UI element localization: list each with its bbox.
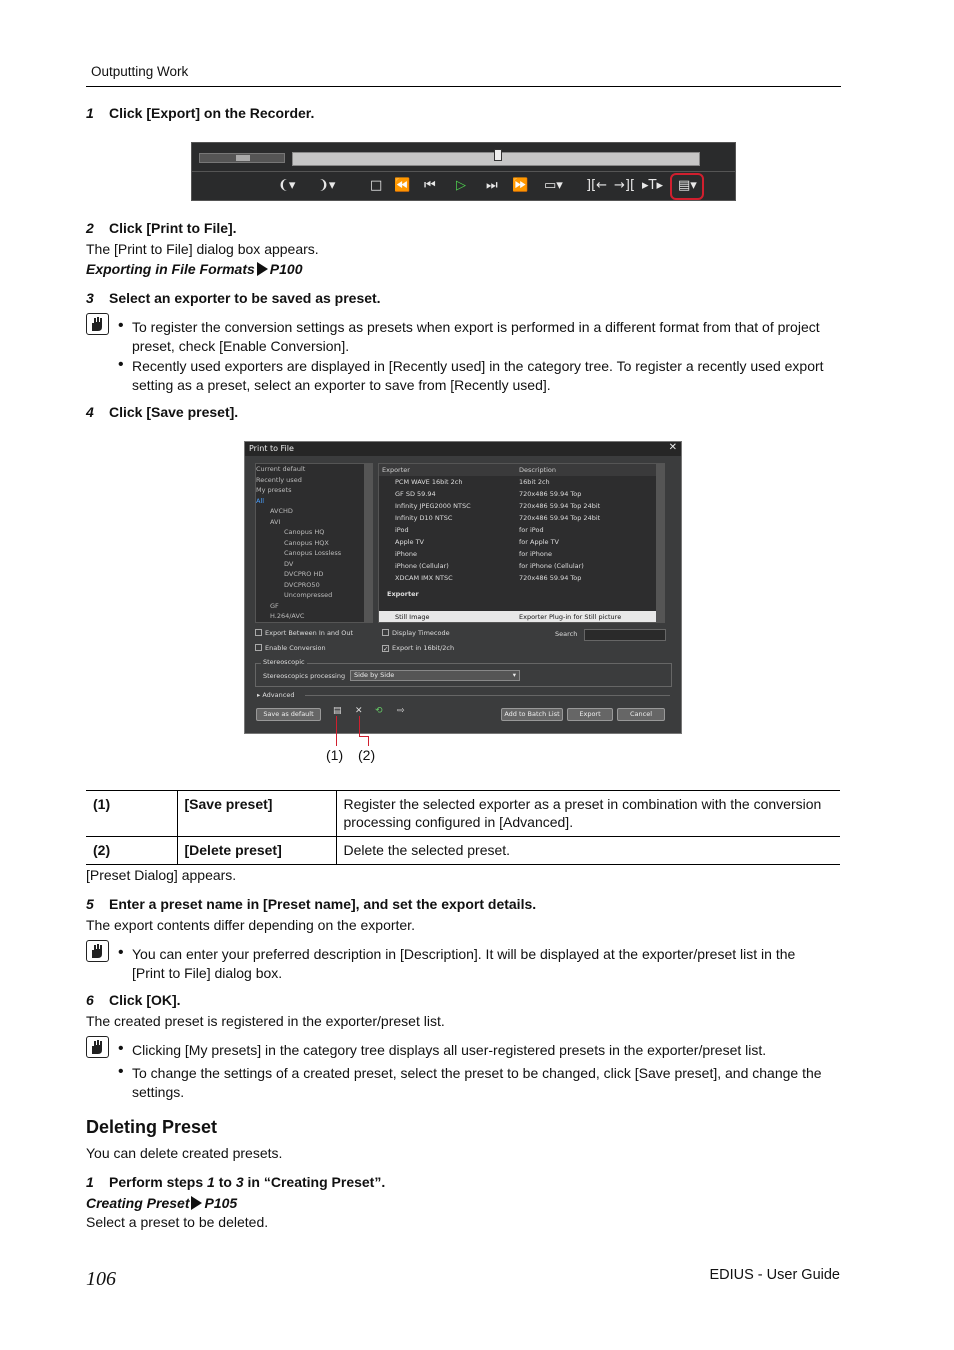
- step-number: 5: [86, 896, 94, 912]
- export-icon: ▤▾: [678, 178, 697, 193]
- exporter-name: GF SD 59.94: [395, 490, 436, 498]
- step-number: 1: [86, 1174, 94, 1190]
- tree-item: Canopus Lossless: [284, 549, 342, 557]
- list-item: [379, 536, 664, 548]
- table-cell-name: [Delete preset]: [177, 837, 336, 865]
- insert-icon: ][←: [586, 178, 608, 193]
- export-between-checkbox: [255, 629, 353, 637]
- tree-item: My presets: [256, 486, 292, 494]
- stereo-group-label: Stereoscopic: [263, 658, 305, 666]
- tree-item: H.264/AVC: [270, 612, 305, 620]
- note-line: To change the settings of a created preset, select the preset to be changed, click [Save preset], and change the: [132, 1065, 822, 1081]
- exporter-name: iPhone (Cellular): [395, 562, 449, 570]
- search-input: [584, 629, 666, 641]
- export-preset-icon: ⇨: [397, 706, 405, 716]
- tree-item: DVCPRO50: [284, 580, 320, 589]
- mark-out-icon: ❩▾: [318, 178, 336, 193]
- section-heading: Deleting Preset: [86, 1117, 218, 1137]
- tree-item: DVCPRO HD: [284, 570, 324, 578]
- step-text: Click [Save preset].: [109, 404, 239, 420]
- save-preset-icon: ▤: [333, 706, 342, 716]
- tree-item: Canopus HQ: [284, 528, 325, 536]
- exporter-name: iPhone: [395, 550, 417, 558]
- cross-reference[interactable]: [86, 261, 303, 277]
- callout-line-2: [359, 716, 360, 736]
- step-4: [86, 404, 238, 420]
- fast-forward-icon: ⏩: [512, 178, 529, 193]
- note-line: To register the conversion settings as presets when export is performed in a different format from that of project: [132, 319, 820, 335]
- running-header: Outputting Work: [91, 64, 189, 79]
- exporter-name: Infinity JPEG2000 NTSC: [395, 502, 471, 510]
- exporter-name: PCM WAVE 16bit 2ch: [395, 478, 463, 486]
- step-number: 3: [86, 290, 94, 306]
- exporter-desc: 720x486 59.94 Top: [519, 490, 582, 498]
- exporter-desc: for iPhone: [519, 550, 552, 558]
- display-timecode-checkbox: [382, 629, 450, 637]
- step-2: [86, 220, 237, 236]
- xref-label: Exporting in File Formats: [86, 261, 255, 277]
- list-item: [379, 560, 664, 572]
- list-item: [379, 476, 664, 488]
- product-name: EDIUS: [709, 1267, 754, 1283]
- list-item: [379, 488, 664, 500]
- cross-reference[interactable]: [86, 1195, 237, 1211]
- step-number: 4: [86, 404, 94, 420]
- import-preset-icon: ⟲: [375, 706, 383, 716]
- bullet-dot-icon: •: [118, 1063, 124, 1080]
- step-ref: 3: [235, 1174, 244, 1190]
- delete-step-1: [86, 1174, 385, 1190]
- col-description: Description: [519, 466, 557, 474]
- advanced-label: Advanced: [262, 691, 295, 699]
- list-item: [379, 548, 664, 560]
- step-text: Select an exporter to be saved as preset.: [109, 290, 381, 306]
- stop-icon: □: [370, 178, 383, 193]
- guide-name: User Guide: [766, 1267, 840, 1283]
- checkbox-label: Export in 16bit/2ch: [392, 644, 455, 652]
- note-hand-icon: [86, 940, 109, 962]
- exporter-list: [378, 463, 665, 623]
- rewind-icon: ⏪: [394, 178, 411, 193]
- exporter-desc: for iPod: [519, 526, 544, 534]
- group-label: Exporter: [387, 590, 419, 598]
- tree-item: AVI: [270, 517, 281, 526]
- arrow-right-icon: [257, 262, 268, 276]
- table-row: [86, 791, 840, 837]
- step-3: [86, 290, 381, 306]
- step-6-result: The created preset is registered in the exporter/preset list.: [86, 1013, 445, 1029]
- exporter-desc: for Apple TV: [519, 538, 559, 546]
- step-number: 2: [86, 220, 94, 236]
- overwrite-icon: →][: [614, 178, 636, 193]
- tree-item: GF: [270, 601, 279, 610]
- note-line: You can enter your preferred description in [Description]. It will be displayed at the exporter/preset list in the: [132, 946, 796, 962]
- exporter-desc: 720x486 59.94 Top 24bit: [519, 502, 601, 510]
- note-line: Recently used exporters are displayed in [Recently used] in the category tree. To register a recently used export: [132, 358, 824, 374]
- triangle-right-icon: ▸: [257, 691, 263, 699]
- step-text: to: [214, 1174, 236, 1190]
- callout-label-1: (1): [326, 747, 344, 763]
- footer-separator: -: [753, 1267, 767, 1283]
- step-back-icon: ⏮: [424, 178, 436, 193]
- exporter-desc: 720x486 59.94 Top 24bit: [519, 514, 601, 522]
- delete-step-1-result: Select a preset to be deleted.: [86, 1214, 269, 1230]
- note-line: setting as a preset, select an exporter to save from [Recently used].: [132, 377, 551, 393]
- step-forward-icon: ⏭: [486, 178, 498, 193]
- step-5: [86, 896, 536, 912]
- loop-icon: ▭▾: [544, 178, 563, 193]
- callout-line-1: [336, 716, 337, 746]
- note-line: preset, check [Enable Conversion].: [132, 338, 350, 354]
- exporter-desc: 16bit 2ch: [519, 478, 550, 486]
- note-line: settings.: [132, 1084, 185, 1100]
- delete-preset-icon: ✕: [355, 706, 363, 716]
- recorder-slider: [199, 153, 285, 163]
- mark-in-icon: ❨▾: [278, 178, 296, 193]
- tree-item: All: [256, 496, 265, 505]
- dialog-title: Print to File: [245, 442, 681, 456]
- desc-line: processing configured in [Advanced].: [343, 814, 574, 830]
- xref-page: P100: [269, 261, 303, 277]
- step-text: Click [OK].: [109, 992, 181, 1008]
- list-header: [379, 464, 664, 476]
- advanced-toggle: [257, 691, 294, 699]
- exporter-desc: Exporter Plug-in for Still picture: [519, 613, 622, 621]
- bullet-dot-icon: •: [118, 944, 124, 961]
- footer-product: [709, 1267, 840, 1283]
- table-cell-name: [Save preset]: [177, 791, 336, 837]
- tree-item: DV: [284, 559, 294, 568]
- tree-item: Canopus HQX: [284, 538, 329, 547]
- table-cell-id: (1): [86, 791, 177, 837]
- button-table: [86, 790, 840, 865]
- dropdown-value: Side by Side: [354, 671, 395, 679]
- step-5-result: The export contents differ depending on the exporter.: [86, 917, 415, 933]
- note-line: [Print to File] dialog box.: [132, 965, 283, 981]
- xref-label: Creating Preset: [86, 1195, 190, 1211]
- section-intro: You can delete created presets.: [86, 1145, 283, 1161]
- step-text: Click [Print to File].: [109, 220, 237, 236]
- replace-icon: ▸T▸: [642, 178, 663, 193]
- desc-line: Register the selected exporter as a preset in combination with the conversion: [343, 796, 822, 812]
- exporter-name: Apple TV: [395, 538, 424, 546]
- tree-item: AVCHD: [270, 507, 293, 515]
- bullet-dot-icon: •: [118, 356, 124, 373]
- step-number: 6: [86, 992, 94, 1008]
- header-rule: [86, 86, 841, 87]
- after-table-text: [Preset Dialog] appears.: [86, 867, 237, 883]
- arrow-right-icon: [191, 1196, 202, 1210]
- step-text: Enter a preset name in [Preset name], and set the export details.: [109, 896, 537, 912]
- selected-list-item: [379, 611, 664, 622]
- step-6: [86, 992, 181, 1008]
- export-highlight: [670, 173, 704, 200]
- step-text: in “Creating Preset”.: [243, 1174, 386, 1190]
- play-icon: ▷: [456, 178, 466, 193]
- note-line: Clicking [My presets] in the category tree displays all user-registered presets in the exporter/preset list.: [132, 1042, 767, 1058]
- step-text: Perform steps: [109, 1174, 208, 1190]
- table-cell-desc: [336, 791, 840, 837]
- category-tree: [255, 463, 373, 623]
- add-to-batch-list-button: Add to Batch List: [501, 708, 563, 721]
- bullet-dot-icon: •: [118, 1040, 124, 1057]
- exporter-desc: for iPhone (Cellular): [519, 562, 584, 570]
- print-to-file-dialog-screenshot: [244, 441, 682, 734]
- list-item: [379, 572, 664, 584]
- tree-item: Current default: [256, 465, 306, 473]
- list-item: [379, 500, 664, 512]
- callout-label-2: (2): [358, 747, 376, 763]
- list-group: [379, 588, 664, 600]
- checkbox-label: Export Between In and Out: [265, 629, 354, 637]
- playhead-icon: [494, 149, 502, 161]
- step-number: 1: [86, 105, 94, 121]
- cancel-button: Cancel: [617, 708, 665, 721]
- col-exporter: Exporter: [382, 466, 410, 474]
- checkbox-label: Display Timecode: [392, 629, 450, 637]
- recorder-toolbar-screenshot: [191, 142, 736, 201]
- exporter-name: XDCAM IMX NTSC: [395, 574, 453, 582]
- note-hand-icon: [86, 313, 109, 335]
- list-item: [379, 512, 664, 524]
- exporter-name: Still Image: [395, 613, 430, 621]
- exporter-name: Infinity D10 NTSC: [395, 514, 453, 522]
- search-label: Search: [555, 630, 578, 638]
- export-button: Export: [567, 708, 613, 721]
- list-item: [379, 524, 664, 536]
- chevron-down-icon: ▾: [512, 671, 516, 679]
- callout-line-2c: [368, 736, 369, 746]
- export-16bit-checkbox: ✓ Export in 16bit/2ch: [383, 644, 455, 653]
- table-cell-id: (2): [86, 837, 177, 865]
- close-icon: ✕: [668, 442, 677, 453]
- enable-conversion-checkbox: [255, 644, 326, 652]
- xref-page: P105: [204, 1195, 238, 1211]
- tree-item: Uncompressed: [284, 591, 333, 599]
- save-as-default-button: Save as default: [256, 708, 321, 721]
- desc-line: Delete the selected preset.: [343, 842, 511, 858]
- stereo-label: Stereoscopics processing: [263, 672, 346, 680]
- step-text: Click [Export] on the Recorder.: [109, 105, 315, 121]
- checkbox-label: Enable Conversion: [265, 644, 326, 652]
- note-hand-icon: [86, 1036, 109, 1058]
- step-2-result: The [Print to File] dialog box appears.: [86, 241, 319, 257]
- recorder-divider: [192, 171, 735, 172]
- stereo-dropdown: [350, 670, 520, 681]
- advanced-divider: [305, 695, 670, 696]
- bullet-dot-icon: •: [118, 317, 124, 334]
- tree-item: Recently used: [256, 475, 302, 484]
- exporter-name: iPod: [395, 526, 409, 534]
- step-1: [86, 105, 314, 121]
- table-cell-desc: [336, 837, 840, 865]
- table-row: [86, 837, 840, 865]
- tree-scrollbar: [364, 464, 372, 622]
- list-scrollbar: [656, 464, 664, 622]
- page-number: 106: [86, 1268, 116, 1290]
- exporter-desc: 720x486 59.94 Top: [519, 574, 582, 582]
- step-ref: 1: [207, 1174, 215, 1190]
